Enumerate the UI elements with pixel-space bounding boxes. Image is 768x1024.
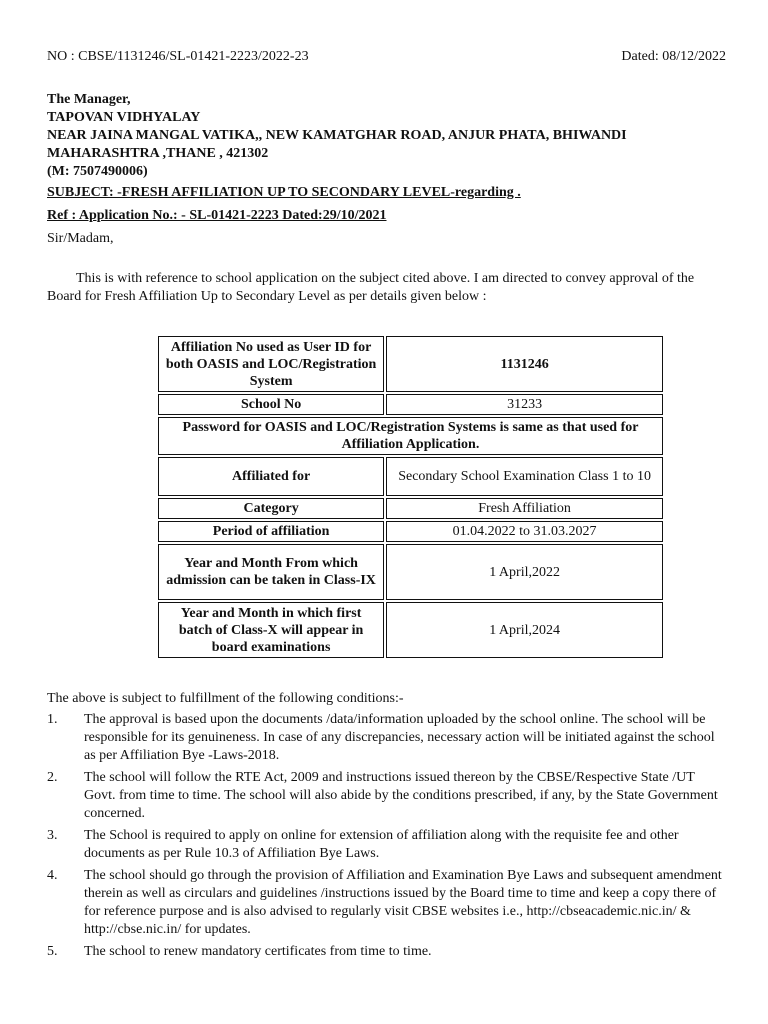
table-row xyxy=(158,394,663,415)
admission-value: 1 April,2022 xyxy=(386,544,663,600)
school-no-value: 31233 xyxy=(386,394,663,415)
list-item xyxy=(47,943,726,961)
recipient-address xyxy=(47,91,726,181)
list-item xyxy=(47,769,726,823)
period-value: 01.04.2022 to 31.03.2027 xyxy=(386,521,663,542)
reference-number: NO : CBSE/1131246/SL-01421-2223/2022-23 xyxy=(47,49,309,64)
table-row xyxy=(158,417,663,455)
application-reference: Ref : Application No.: - SL-01421-2223 Dated:29/10/2021 xyxy=(47,208,387,223)
condition-text: The school should go through the provision of Affiliation and Examination Bye Laws and subsequent amendment therein as well as circulars and guidelines /instructions issued by the Board time to time and keep a copy there of for reference purpose and is also advised to regularly visit CBSE websites i.e., http://cbseacademic.nic.in/ & http://cbse.nic.in/ for updates. xyxy=(84,868,722,937)
condition-number: 3. xyxy=(47,828,58,843)
table-row xyxy=(158,602,663,658)
period-label: Period of affiliation xyxy=(158,521,384,542)
affiliated-for-label: Affiliated for xyxy=(158,457,384,496)
table-row xyxy=(158,544,663,600)
letter-date: Dated: 08/12/2022 xyxy=(621,49,726,64)
list-item xyxy=(47,867,726,939)
condition-text: The school to renew mandatory certificates from time to time. xyxy=(84,944,432,959)
condition-number: 5. xyxy=(47,944,58,959)
address-line-3: NEAR JAINA MANGAL VATIKA,, NEW KAMATGHAR ROAD, ANJUR PHATA, BHIWANDI xyxy=(47,128,627,143)
school-no-label: School No xyxy=(158,394,384,415)
password-note: Password for OASIS and LOC/Registration Systems is same as that used for Affiliation Application. xyxy=(158,417,663,455)
condition-text: The school will follow the RTE Act, 2009 and instructions issued thereon by the CBSE/Respective State /UT Govt. from time to time. The school will also abide by the conditions prescribed, if any, by the State Government concerned. xyxy=(84,770,718,821)
letter-subject: SUBJECT: -FRESH AFFILIATION UP TO SECONDARY LEVEL-regarding . xyxy=(47,185,521,200)
first-batch-value: 1 April,2024 xyxy=(386,602,663,658)
address-line-4: MAHARASHTRA ,THANE , 421302 xyxy=(47,146,269,161)
condition-number: 1. xyxy=(47,712,58,727)
condition-text: The approval is based upon the documents /data/information uploaded by the school online. The school will be responsible for its genuineness. In case of any discrepancies, necessary action will be initiated against the school as per Affiliation Bye -Laws-2018. xyxy=(84,712,715,763)
address-line-2: TAPOVAN VIDHYALAY xyxy=(47,110,201,125)
conditions-list xyxy=(47,711,726,965)
condition-number: 2. xyxy=(47,770,58,785)
intro-paragraph: This is with reference to school application on the subject cited above. I am directed to convey approval of the Board for Fresh Affiliation Up to Secondary Level as per details given below : xyxy=(47,271,695,304)
list-item xyxy=(47,711,726,765)
table-row xyxy=(158,457,663,496)
list-item xyxy=(47,827,726,863)
affiliation-no-label: Affiliation No used as User ID for both OASIS and LOC/Registration System xyxy=(158,336,384,392)
address-line-1: The Manager, xyxy=(47,92,131,107)
table-row xyxy=(158,498,663,519)
table-row xyxy=(158,521,663,542)
first-batch-label: Year and Month in which first batch of Class-X will appear in board examinations xyxy=(158,602,384,658)
condition-text: The School is required to apply on online for extension of affiliation along with the requisite fee and other documents as per Rule 10.3 of Affiliation Bye Laws. xyxy=(84,828,679,861)
category-label: Category xyxy=(158,498,384,519)
address-line-5: (M: 7507490006) xyxy=(47,164,148,179)
table-row xyxy=(158,336,663,392)
condition-number: 4. xyxy=(47,868,58,883)
affiliation-no-value: 1131246 xyxy=(386,336,663,392)
letter-header xyxy=(47,48,726,66)
salutation: Sir/Madam, xyxy=(47,231,114,246)
affiliation-details-table xyxy=(156,334,665,660)
affiliated-for-value: Secondary School Examination Class 1 to 10 xyxy=(386,457,663,496)
admission-label: Year and Month From which admission can be taken in Class-IX xyxy=(158,544,384,600)
conditions-intro: The above is subject to fulfillment of the following conditions:- xyxy=(47,691,404,706)
category-value: Fresh Affiliation xyxy=(386,498,663,519)
